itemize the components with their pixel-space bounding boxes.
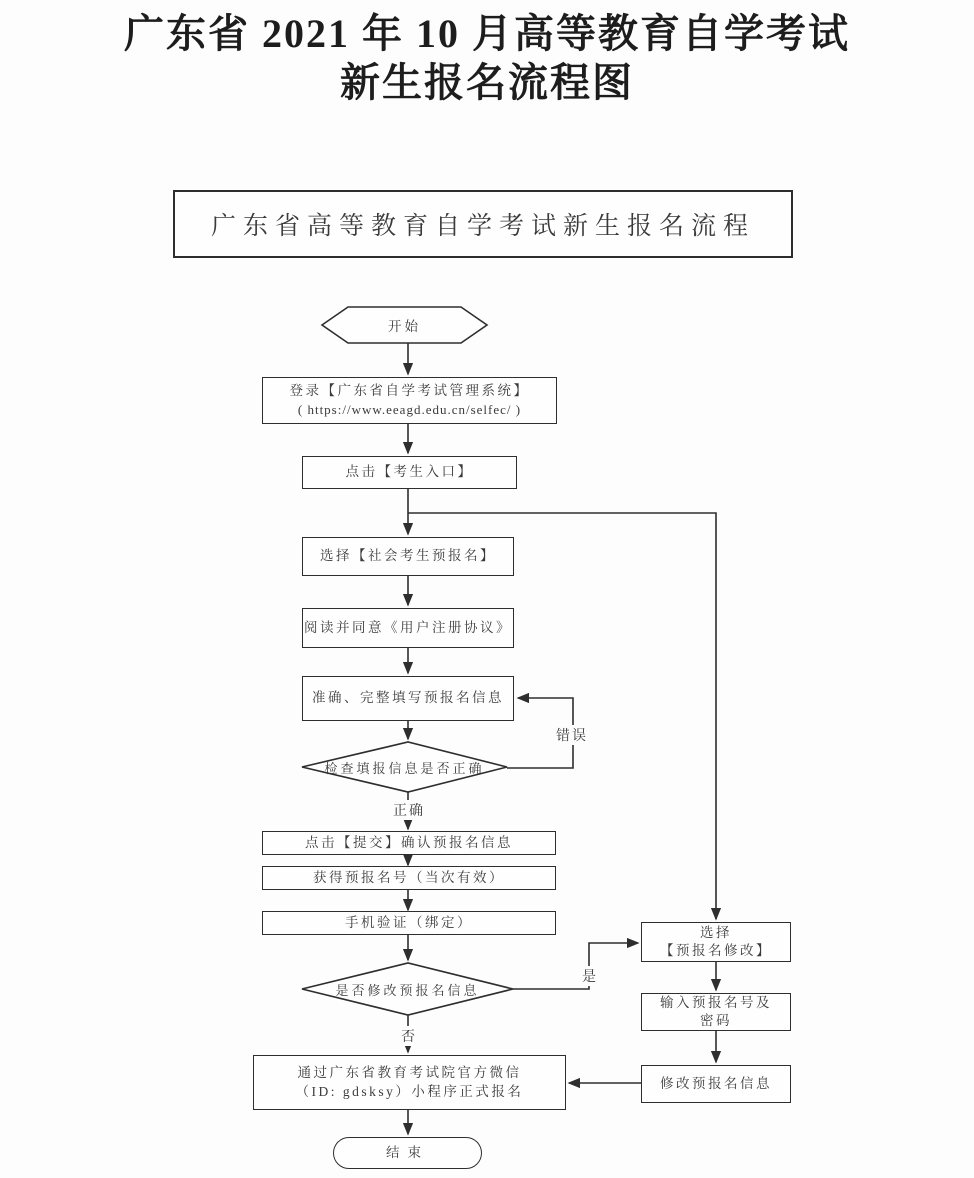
- check-diamond-shape: [302, 742, 507, 792]
- edge-label-correct: 正确: [385, 800, 433, 820]
- end-node: [333, 1137, 482, 1169]
- node-phone-verify: [262, 911, 556, 935]
- end-node-label: 结束: [386, 1144, 429, 1160]
- node-wechat-registration: [253, 1055, 566, 1110]
- node-modify-info-label: 修改预报名信息: [660, 1075, 772, 1091]
- node-click-entrance: [302, 456, 517, 489]
- edge-label-error: 错误: [548, 725, 596, 745]
- node-obtain-number-label: 获得预报名号（当次有效）: [313, 869, 505, 885]
- node-input-line2: 密码: [700, 1013, 732, 1028]
- modify-diamond-shape: [302, 963, 513, 1015]
- flow-header-label: 广东省高等教育自学考试新生报名流程: [210, 213, 755, 240]
- page-title-line2: 新生报名流程图: [340, 59, 634, 105]
- node-wechat-line2: （ID: gdsksy）小程序正式报名: [295, 1083, 524, 1099]
- node-modify-info: [641, 1065, 791, 1103]
- node-input-line1: 输入预报名号及: [660, 994, 772, 1010]
- node-phone-verify-label: 手机验证（绑定）: [345, 914, 473, 930]
- edge-modifyq-yes-branch: [513, 943, 638, 989]
- node-login-line1: 登录【广东省自学考试管理系统】: [289, 382, 530, 398]
- edge-label-yes: 是: [579, 966, 601, 986]
- node-fill-info-label: 准确、完整填写预报名信息: [312, 690, 504, 706]
- node-login-url: ( https://www.eeagd.edu.cn/selfec/ ): [297, 401, 522, 417]
- node-select-preregistration-label: 选择【社会考生预报名】: [320, 548, 496, 564]
- page-title-line1: 广东省 2021 年 10 月高等教育自学考试: [124, 11, 850, 56]
- start-hexagon-shape: [322, 307, 487, 343]
- node-fill-info: [302, 676, 514, 721]
- node-agree-protocol-label: 阅读并同意《用户注册协议》: [304, 619, 512, 635]
- node-select-modify-line2: 【预报名修改】: [660, 943, 772, 958]
- flow-header-box: [173, 190, 793, 258]
- node-wechat-line1: 通过广东省教育考试院官方微信: [297, 1064, 522, 1080]
- node-agree-protocol: [302, 608, 514, 648]
- node-login-system: [262, 377, 557, 424]
- node-click-entrance-label: 点击【考生入口】: [345, 464, 474, 480]
- node-select-preregistration: [302, 537, 514, 576]
- decision-modify-label: 是否修改预报名信息: [335, 982, 480, 998]
- node-submit-confirm: [262, 831, 556, 855]
- node-submit-confirm-label: 点击【提交】确认预报名信息: [305, 834, 513, 850]
- start-node-label: 开始: [388, 319, 421, 334]
- node-select-modify-line1: 选择: [700, 924, 732, 940]
- node-input-number-password: [641, 993, 791, 1031]
- decision-check-info-label: 检查填报信息是否正确: [324, 760, 485, 776]
- node-select-modify: [641, 922, 791, 962]
- edge-label-no: 否: [398, 1026, 420, 1046]
- node-obtain-number: [262, 866, 556, 890]
